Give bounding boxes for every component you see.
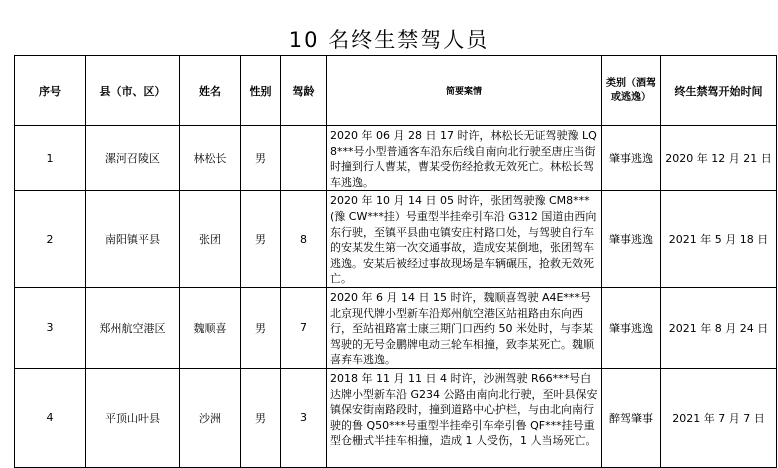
cell-name: 魏顺喜 [180,287,241,368]
header-summary: 简要案情 [327,56,602,126]
cell-start-date: 2021 年 5 月 18 日 [661,191,777,288]
cell-county: 南阳镇平县 [86,191,180,288]
cell-gender: 男 [241,191,281,288]
cell-county: 平顶山叶县 [86,368,180,467]
header-category: 类别（酒驾或逃逸） [602,56,661,126]
table-row [15,368,777,467]
cell-summary: 2020 年 06 月 28 日 17 时许，林松长无证驾驶豫 LQ8***号小型普通客车沿东后线自南向北行驶至唐庄当街时撞到行人曹某，曹某受伤经抢救无效死亡。林松长驾车逃逸。 [327,126,602,191]
header-start-date: 终生禁驾开始时间 [661,56,777,126]
cell-county: 漯河召陵区 [86,126,180,191]
cell-category: 肇事逃逸 [602,191,661,288]
cell-name: 沙洲 [180,368,241,467]
cell-driving-age: 8 [281,191,327,288]
cell-category: 肇事逃逸 [602,126,661,191]
cell-driving-age [281,126,327,191]
cell-category: 醉驾肇事 [602,368,661,467]
header-gender: 性别 [241,56,281,126]
header-county: 县（市、区） [86,56,180,126]
cell-name: 林松长 [180,126,241,191]
banned-drivers-table [14,55,777,468]
cell-index: 3 [15,287,86,368]
cell-summary: 2018 年 11 月 11 日 4 时许，沙洲驾驶 R66***号白达牌小型新车沿 G234 公路由南向北行驶，至叶县保安镇保安街南路段时，撞到道路中心护栏，与由北向南行驶的鲁 Q50***号重型半挂牵引车牵引鲁 QF***挂号重型仓栅式半挂车相撞，造成 1 人受伤，1 人当场死亡。 [327,368,602,467]
header-row [15,56,777,126]
cell-driving-age: 7 [281,287,327,368]
cell-gender: 男 [241,126,281,191]
cell-index: 4 [15,368,86,467]
cell-index: 2 [15,191,86,288]
cell-start-date: 2020 年 12 月 21 日 [661,126,777,191]
header-driving-age: 驾龄 [281,56,327,126]
header-name: 姓名 [180,56,241,126]
cell-category: 肇事逃逸 [602,287,661,368]
cell-start-date: 2021 年 8 月 24 日 [661,287,777,368]
page-title: 10 名终生禁驾人员 [288,28,490,52]
cell-county: 郑州航空港区 [86,287,180,368]
cell-gender: 男 [241,368,281,467]
cell-summary: 2020 年 10 月 14 日 05 时许，张团驾驶豫 CM8***(豫 CW***挂）号重型半挂牵引车沿 G312 国道由西向东行驶，至镇平县曲屯镇安庄村路口处，与驾驶自行车的安某发生第一次交通事故，造成安某倒地，张团驾车逃逸。安某后被经过事故现场是车辆碾压，抢救无效死亡。 [327,191,602,288]
table-row [15,126,777,191]
cell-gender: 男 [241,287,281,368]
cell-index: 1 [15,126,86,191]
cell-summary: 2020 年 6 月 14 日 15 时许，魏顺喜驾驶 A4E***号北京现代牌小型新车沿郑州航空港区站祖路由东向西行，至站祖路富士康三期门口西约 50 米处时，与李某驾驶的无号金鹏牌电动三轮车相撞，致李某死亡。魏顺喜弃车逃逸。 [327,287,602,368]
cell-name: 张团 [180,191,241,288]
table-row [15,191,777,288]
header-index: 序号 [15,56,86,126]
table-row [15,287,777,368]
cell-start-date: 2021 年 7 月 7 日 [661,368,777,467]
cell-driving-age: 3 [281,368,327,467]
